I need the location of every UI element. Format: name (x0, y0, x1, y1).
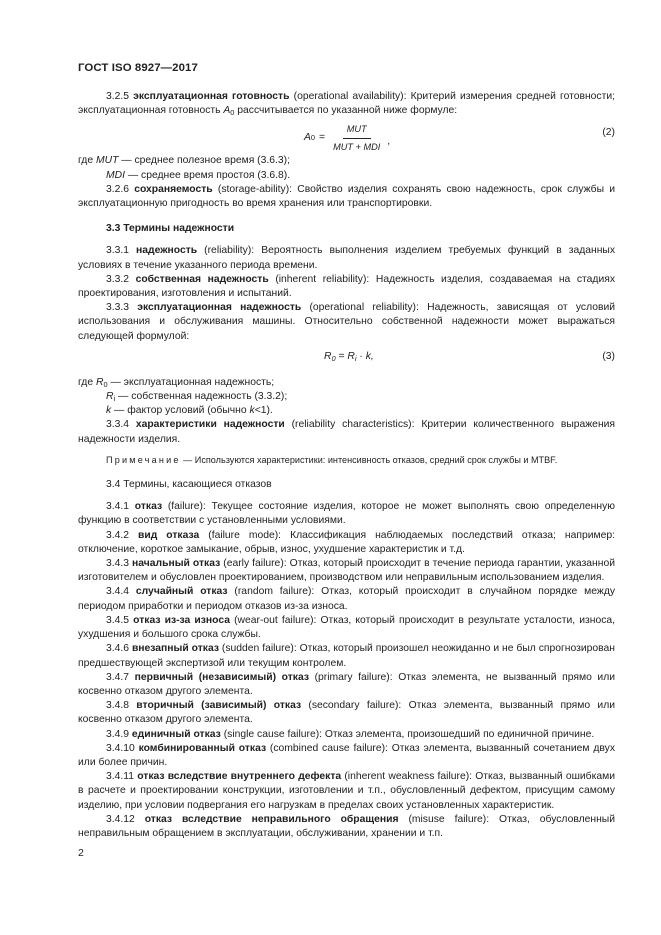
clause-text: Надежность изделия, создаваемая на стадиях проектирования, изготовления и испытаний. (78, 273, 615, 300)
clause-3-2-6 (78, 183, 615, 211)
clause-term: отказ вследствие внутреннего дефекта (137, 771, 342, 783)
clause-term-en: (secondary failure): (308, 700, 402, 712)
clause-number: 3.3.4 (106, 419, 130, 431)
section-heading-3-4 (106, 478, 615, 492)
clause-term: сохраняемость (134, 183, 213, 195)
section-heading-text: 3.4 Термины, касающиеся отказов (106, 479, 272, 491)
clause-3-4-9 (78, 728, 615, 742)
clause-number: 3.3.2 (106, 273, 130, 285)
clause-text: Отказ элемента, не вызванный прямо или косвенно отказом другого элемента. (78, 671, 616, 697)
definition-text: — фактор условий (обычно (114, 405, 247, 417)
clause-term: отказ из-за износа (133, 614, 230, 626)
clause-text: Отказ, обусловленный неправильным обращением в эксплуатации, обслуживании, хранении и т.п. (78, 813, 616, 839)
clause-term-en: (misuse failure): (408, 813, 490, 825)
where-label: где (78, 155, 94, 167)
clause-term-en: (failure mode): (208, 529, 282, 541)
clause-term-en: (random failure): (234, 586, 315, 598)
clause-term-en: (operational reliability): (309, 302, 419, 314)
formula-term-r-subscript: i (354, 353, 357, 363)
clause-3-4-5 (78, 614, 615, 642)
definition-symbol: MDI (106, 169, 125, 181)
definition-text: — среднее полезное время (3.6.3); (121, 155, 290, 167)
clause-number: 3.3.3 (106, 302, 130, 314)
clause-term-en: (inherent weakness failure): (344, 771, 473, 783)
clause-term: отказ вследствие неправильного обращения (144, 813, 399, 825)
definition-text: — собственная надежность (3.3.2); (118, 391, 288, 403)
clause-term: характеристики надежности (135, 419, 285, 431)
clause-text: Отказ элемента, вызванный сочетанием двух или более причин. (78, 742, 615, 768)
clause-term: начальный отказ (132, 558, 221, 570)
clause-term: эксплуатационная надежность (137, 302, 302, 314)
clause-number: 3.4.9 (106, 728, 130, 740)
definition-text: — эксплуатационная надежность; (110, 376, 275, 388)
clause-term: собственная надежность (135, 273, 269, 285)
clause-number: 3.4.3 (106, 558, 130, 570)
clause-text: Отказ, который происходит в случайном порядке между периодом приработки и периодом отказов из-за износа. (78, 586, 616, 612)
clause-number: 3.3.1 (106, 245, 130, 257)
clause-term-en: (early failure): (223, 558, 287, 570)
formula-denominator: MUT + MDI (333, 141, 381, 152)
clause-text: Отказ элемента, вызванный прямо или косвенно отказом другого элемента. (78, 700, 616, 726)
clause-text: Критерий измерения средней готовности; эксплуатационная готовность (78, 91, 615, 117)
clause-term-en: (combined cause failure): (269, 742, 388, 754)
section-heading-3-3: 3.3 Термины надежности (106, 223, 235, 235)
clause-term: надежность (136, 245, 198, 257)
clause-number: 3.4.11 (106, 771, 134, 783)
clause-text: Классификация наблюдаемых последствий отказа; например: отключение, короткое замыкание, обрыв, износ, ухудшение характеристик и т.д. (78, 529, 616, 555)
formula-lhs-subscript: 0 (331, 353, 336, 363)
clause-text: Отказ, который происходит в течение периода гарантии, указанной изготовителем и обусловлен проектированием, производством или неправильным использованием изделия. (78, 558, 616, 584)
clause-term: вторичный (зависимый) отказ (136, 700, 302, 712)
definition-line (78, 154, 615, 168)
note-text: — Используются характеристики: интенсивность отказов, средний срок службы и MTBF. (183, 454, 558, 465)
definition-line (78, 376, 615, 390)
clause-term-en: (primary failure): (314, 671, 393, 683)
formula-equals: = (338, 350, 345, 362)
clause-3-3-4 (78, 418, 615, 446)
formula-number: (3) (602, 350, 615, 362)
formula-equals: = (319, 132, 326, 143)
clause-text: Вероятность выполнения изделием требуемых функций в заданных условиях в течение указанного периода времени. (78, 245, 616, 271)
clause-number: 3.4.7 (106, 671, 130, 683)
clause-3-2-5 (78, 90, 615, 118)
definition-symbol: MUT (95, 155, 119, 167)
clause-3-4-8 (78, 699, 615, 727)
definition-text: — среднее время простоя (3.6.8). (127, 169, 291, 181)
clause-text: Критерии количественного выражения надежности изделия. (78, 419, 616, 445)
definition-symbol: k (106, 405, 112, 417)
clause-term-en: (reliability characteristics): (291, 419, 415, 431)
clause-text: рассчитывается по указанной ниже формуле: (237, 105, 458, 117)
clause-term: внезапный отказ (131, 643, 219, 655)
clause-term-en: (operational availability): (293, 91, 407, 102)
formula-2: A 0 = $\frac{\text{MUT}}{\text{MUT + MDI}}$ , (2) (78, 122, 615, 148)
clause-3-3-1 (78, 244, 615, 272)
definition-symbol-subscript: i (113, 394, 116, 404)
definition-line (78, 169, 615, 183)
clause-term-en: (sudden failure): (221, 643, 297, 655)
definition-symbol: R (95, 376, 104, 388)
clause-text: Текущее состояние изделия, которое не может выполнять свою определенную функцию в соответствии с установленными условиями. (78, 501, 616, 527)
formula-multiply: · (359, 350, 363, 362)
clause-3-4-10 (78, 742, 615, 770)
definition-symbol: R (106, 391, 114, 403)
formula-fraction (329, 122, 384, 153)
document-body (78, 90, 615, 841)
formula-lhs: A (304, 132, 311, 143)
clause-number: 3.4.8 (106, 700, 130, 712)
clause-number: 3.2.6 (106, 183, 130, 195)
symbol: A (223, 105, 231, 117)
clause-number: 3.4.5 (106, 614, 130, 626)
formula-3 (78, 350, 615, 368)
clause-term-en: (failure): (167, 501, 206, 513)
clause-term: комбинированный отказ (138, 742, 267, 754)
clause-text: Надежность, зависящая от условий использования и обслуживания машины. Относительно собственной надежности может выражаться следующей формулой: (78, 302, 616, 342)
formula-lhs: R (324, 350, 332, 362)
definition-symbol-subscript: 0 (103, 379, 108, 389)
clause-text: Отказ, вызванный ошибками в расчете и проектировании конструкции, изготовлении и т.п., обусловленный дефектом, присущим самому изделию, при условии подвергания его нагрузкам в пределах своих установленных характеристик. (78, 771, 615, 811)
clause-3-3-2 (78, 273, 615, 301)
clause-number: 3.4.1 (106, 501, 130, 513)
clause-term-en: (inherent reliability): (275, 273, 370, 285)
definition-line (78, 404, 615, 418)
clause-term: первичный (независимый) отказ (134, 671, 309, 683)
clause-term: эксплуатационная готовность (133, 91, 290, 102)
clause-term: единичный отказ (131, 728, 221, 740)
formula-numerator: MUT (343, 122, 371, 138)
where-label: где (78, 376, 94, 388)
formula-term-r: R (347, 350, 355, 362)
clause-text: Отказ, который происходит в результате усталости, износа, ухудшения и большого срока службы. (78, 614, 616, 641)
clause-3-4-4 (78, 585, 615, 613)
clause-3-4-7 (78, 671, 615, 699)
formula-2-definitions (78, 154, 615, 182)
clause-term-en: (storage-ability): (217, 183, 293, 195)
formula-comma: , (387, 136, 391, 147)
clause-text: Отказ, который произошел неожиданно и не был спрогнозирован предшествующей экспертизой или текущим контролем. (78, 643, 616, 669)
clause-3-3-3 (78, 301, 615, 344)
formula-number: (2) (602, 127, 615, 139)
clause-3-4-3 (78, 557, 615, 585)
clause-term: вид отказа (138, 529, 200, 541)
clause-3-4-1 (78, 500, 615, 528)
page-number: 2 (78, 847, 84, 859)
clause-number: 3.4.10 (106, 742, 135, 754)
clause-3-4-11 (78, 770, 615, 813)
definition-line (78, 390, 615, 404)
note-label: Примечание (106, 454, 181, 465)
clause-number: 3.4.12 (106, 813, 135, 825)
clause-number: 3.2.5 (106, 91, 130, 102)
clause-3-4-2 (78, 529, 615, 557)
standard-header: ГОСТ ISO 8927—2017 (78, 62, 198, 74)
note (106, 453, 615, 467)
clause-term: случайный отказ (135, 586, 228, 598)
clause-term-en: (reliability): (204, 245, 255, 257)
formula-3-definitions (78, 376, 615, 419)
clause-term-en: (single cause failure): (223, 728, 323, 740)
clause-3-4-6 (78, 642, 615, 670)
clause-3-4-12 (78, 813, 615, 841)
clause-number: 3.4.6 (106, 643, 130, 655)
clause-term-en: (wear-out failure): (234, 614, 317, 626)
formula-term-k: k, (365, 350, 374, 362)
definition-tail: <1). (254, 405, 273, 417)
definition-inline-symbol: k (249, 405, 255, 417)
clause-text: Отказ элемента, произошедший по единичной причине. (324, 728, 595, 740)
clause-number: 3.4.4 (106, 586, 130, 598)
clause-term: отказ (134, 501, 163, 513)
symbol-subscript: 0 (230, 108, 235, 118)
clause-number: 3.4.2 (106, 529, 130, 541)
clause-text: Свойство изделия сохранять свою надежность, срок службы и эксплуатационную пригодность во время хранения или транспортировки. (78, 183, 616, 210)
